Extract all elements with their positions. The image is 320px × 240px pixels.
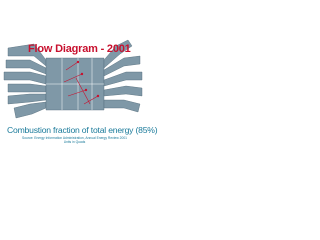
units-note: Units in Quads bbox=[63, 140, 86, 144]
energy-flow-slide bbox=[0, 0, 158, 198]
diagram-title: Flow Diagram - 2001 bbox=[28, 43, 131, 55]
red-dot-3 bbox=[85, 89, 87, 91]
red-dot-2 bbox=[81, 73, 83, 75]
diagram-subtitle: Combustion fraction of total energy (85%) bbox=[7, 125, 158, 135]
output-flow-3 bbox=[104, 72, 142, 86]
input-flow-5 bbox=[8, 94, 46, 104]
red-dot-1 bbox=[77, 61, 79, 63]
output-flow-5 bbox=[104, 100, 140, 112]
red-dot-4 bbox=[97, 95, 99, 97]
energy-flow-diagram bbox=[0, 0, 149, 198]
input-flow-3 bbox=[4, 72, 46, 84]
input-flow-bottom bbox=[14, 102, 46, 118]
source-note: Source: Energy Information Administration, Annual Energy Review 2001 bbox=[21, 136, 127, 140]
output-flow-4 bbox=[104, 86, 142, 96]
input-flow-4 bbox=[8, 84, 46, 92]
